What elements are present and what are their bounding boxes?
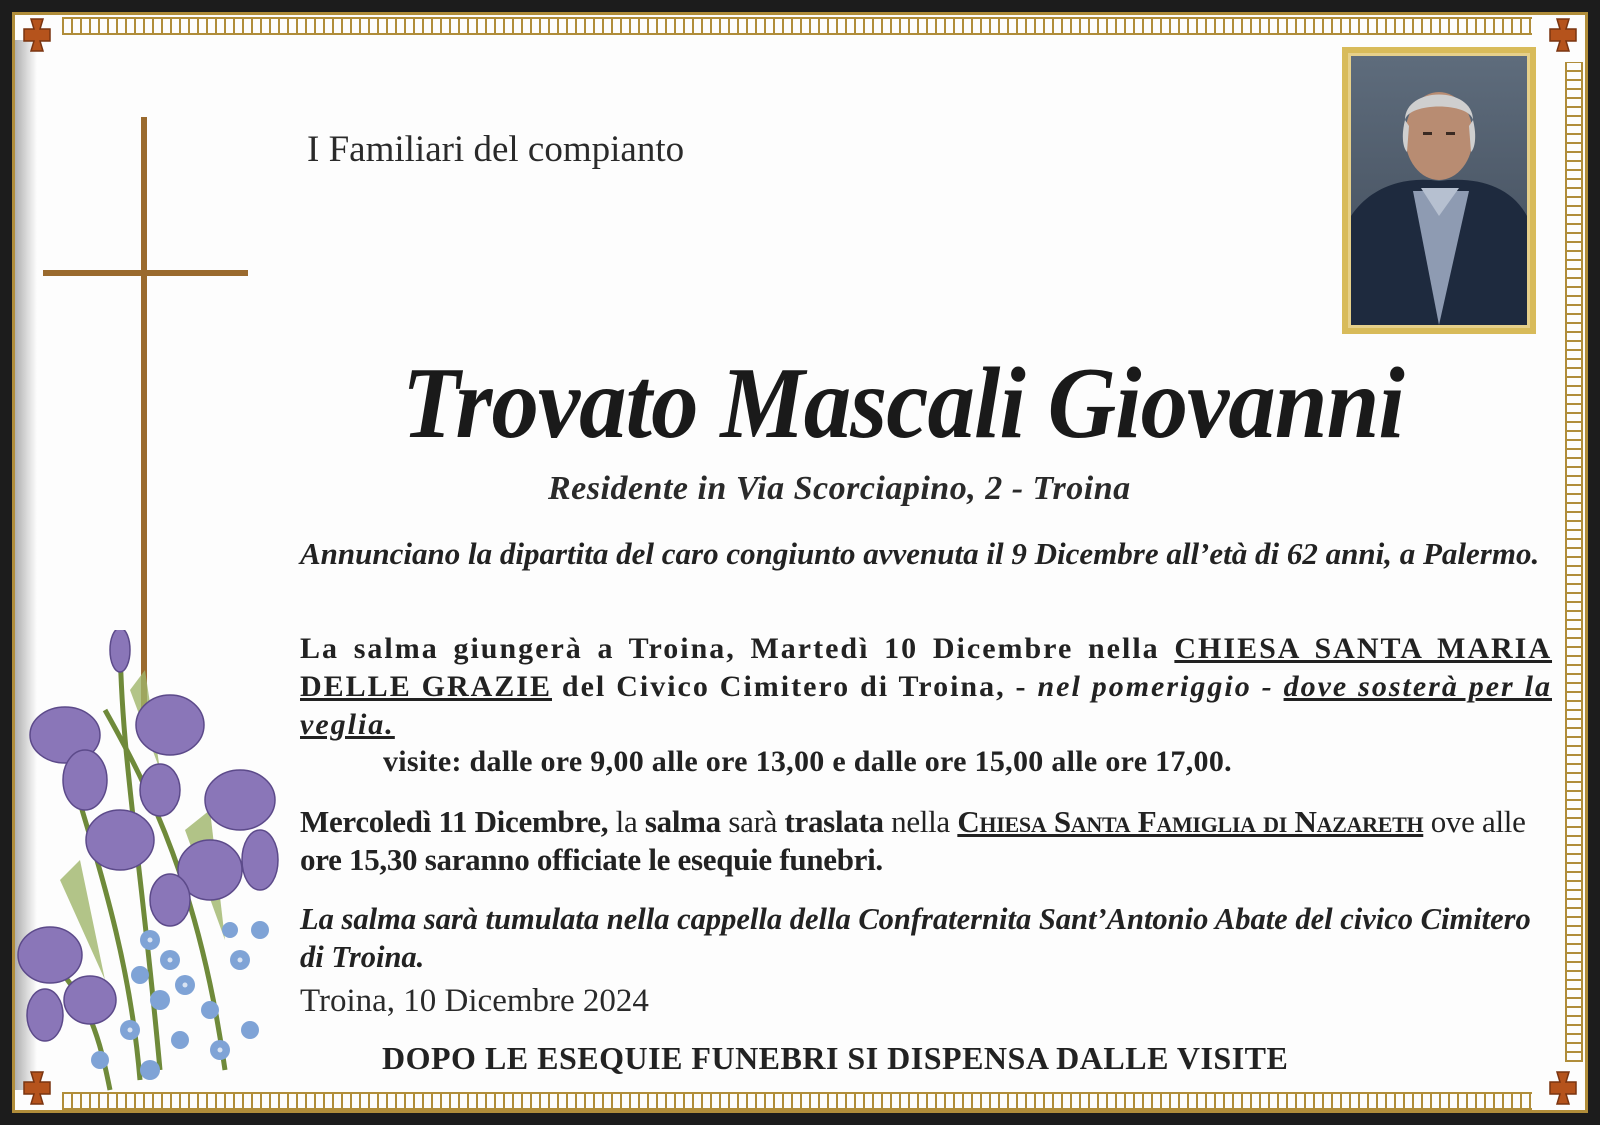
vigil-text: dove sosterà per la veglia.	[300, 670, 1552, 741]
residence-line: Residente in Via Scorciapino, 2 - Troina	[548, 470, 1131, 507]
arrival-text: La salma giungerà a Troina, Martedì 10 Dicembre nella	[300, 632, 1175, 665]
greek-key-border-right	[1565, 62, 1583, 1062]
funeral-time: ore 15,30 saranno officiate le esequie funebri.	[300, 842, 883, 877]
afternoon-text: nel pomeriggio -	[1037, 670, 1274, 703]
iris-flowers-illustration	[10, 630, 300, 1100]
funeral-date: Mercoledì 11 Dicembre,	[300, 804, 609, 839]
spacer-text	[1274, 670, 1284, 703]
corner-cross-icon	[1543, 15, 1583, 55]
funeral-text-2: sarà	[720, 804, 785, 839]
funeral-paragraph	[300, 803, 1552, 879]
funeral-traslata: traslata	[784, 804, 884, 839]
cross-horizontal-beam	[43, 270, 248, 276]
portrait-photo	[1351, 56, 1527, 325]
deceased-name: Trovato Mascali Giovanni	[402, 347, 1404, 460]
place-and-date: Troina, 10 Dicembre 2024	[300, 983, 649, 1019]
corner-cross-icon	[17, 15, 57, 55]
cemetery-text: del Civico Cimitero di Troina, -	[552, 670, 1038, 703]
church-name-nazareth: Chiesa Santa Famiglia di Nazareth	[957, 804, 1424, 839]
greek-key-border-top	[62, 17, 1532, 35]
visiting-hours: visite: dalle ore 9,00 alle ore 13,00 e dalle ore 15,00 alle ore 17,00.	[383, 745, 1232, 778]
corner-cross-icon	[1543, 1068, 1583, 1108]
intro-text: I Familiari del compianto	[307, 129, 685, 170]
funeral-text-3: nella	[883, 804, 958, 839]
church-name-grazie: CHIESA SANTA MARIA DELLE GRAZIE	[300, 632, 1553, 703]
arrival-paragraph	[300, 630, 1552, 744]
portrait-frame	[1342, 47, 1536, 334]
burial-paragraph: La salma sarà tumulata nella cappella della Confraternita Sant’Antonio Abate del civico Cimitero di Troina.	[300, 902, 1531, 974]
funeral-text-4: ove alle	[1423, 804, 1526, 839]
death-announcement-paragraph: Annunciano la dipartita del caro congiunto avvenuta il 9 Dicembre all’età di 62 anni, a Palermo.	[300, 536, 1540, 571]
no-visits-notice: DOPO LE ESEQUIE FUNEBRI SI DISPENSA DALLE VISITE	[382, 1040, 1289, 1076]
funeral-salma: salma	[644, 804, 721, 839]
funeral-text-1: la	[608, 804, 645, 839]
